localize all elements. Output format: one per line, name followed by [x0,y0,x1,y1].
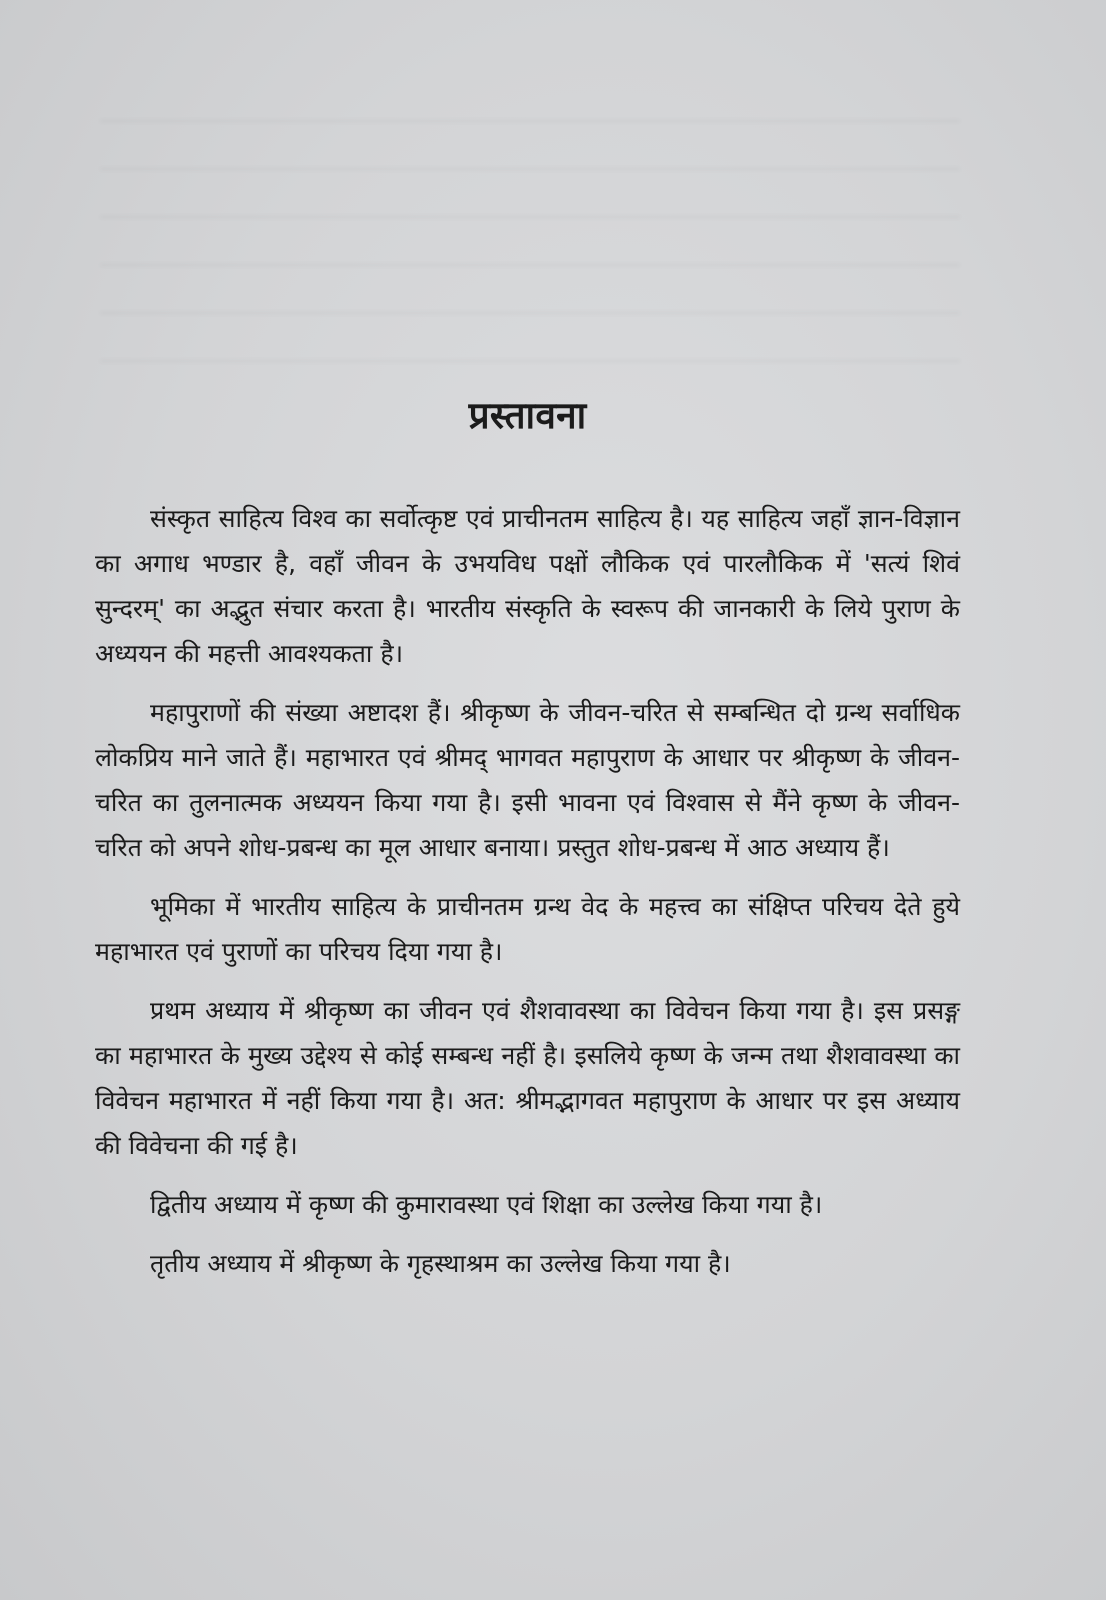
paragraph-6: तृतीय अध्याय में श्रीकृष्ण के गृहस्थाश्रम का उल्लेख किया गया है। [150,1248,731,1278]
paragraph-4: प्रथम अध्याय में श्रीकृष्ण का जीवन एवं शैशवावस्था का विवेचन किया गया है। इस प्रसङ्ग का महाभारत के मुख्य उद्देश्य से कोई सम्बन्ध नहीं है। इसलिये कृष्ण के जन्म तथा शैशवावस्था का विवेचन महाभारत में नहीं किया गया है। अत: श्रीमद्भागवत महापुराण के आधार पर इस अध्याय की विवेचना की गई है। [95,995,960,1160]
show-through-text [100,120,960,380]
paragraph-5: द्वितीय अध्याय में कृष्ण की कुमारावस्था एवं शिक्षा का उल्लेख किया गया है। [150,1189,823,1219]
page-title: प्रस्तावना [468,394,587,437]
paragraph-3: भूमिका में भारतीय साहित्य के प्राचीनतम ग्रन्थ वेद के महत्त्व का संक्षिप्त परिचय देते हुये महाभारत एवं पुराणों का परिचय दिया गया है। [95,891,960,966]
paragraph-2: महापुराणों की संख्या अष्टादश हैं। श्रीकृष्ण के जीवन-चरित से सम्बन्धित दो ग्रन्थ सर्वाधिक लोकप्रिय माने जाते हैं। महाभारत एवं श्रीमद् भागवत महापुराण के आधार पर श्रीकृष्ण के जीवन-चरित का तुलनात्मक अध्ययन किया गया है। इसी भावना एवं विश्वास से मैंने कृष्ण के जीवन-चरित को अपने शोध-प्रबन्ध का मूल आधार बनाया। प्रस्तुत शोध-प्रबन्ध में आठ अध्याय हैं। [95,697,960,862]
page-content [95,395,960,1286]
paragraph-1: संस्कृत साहित्य विश्व का सर्वोत्कृष्ट एवं प्राचीनतम साहित्य है। यह साहित्य जहाँ ज्ञान-विज्ञान का अगाध भण्डार है, वहाँ जीवन के उभयविध पक्षों लौकिक एवं पारलौकिक में 'सत्यं शिवं सुन्दरम्' का अद्भुत संचार करता है। भारतीय संस्कृति के स्वरूप की जानकारी के लिये पुराण के अध्ययन की महत्ती आवश्यकता है। [95,503,960,668]
